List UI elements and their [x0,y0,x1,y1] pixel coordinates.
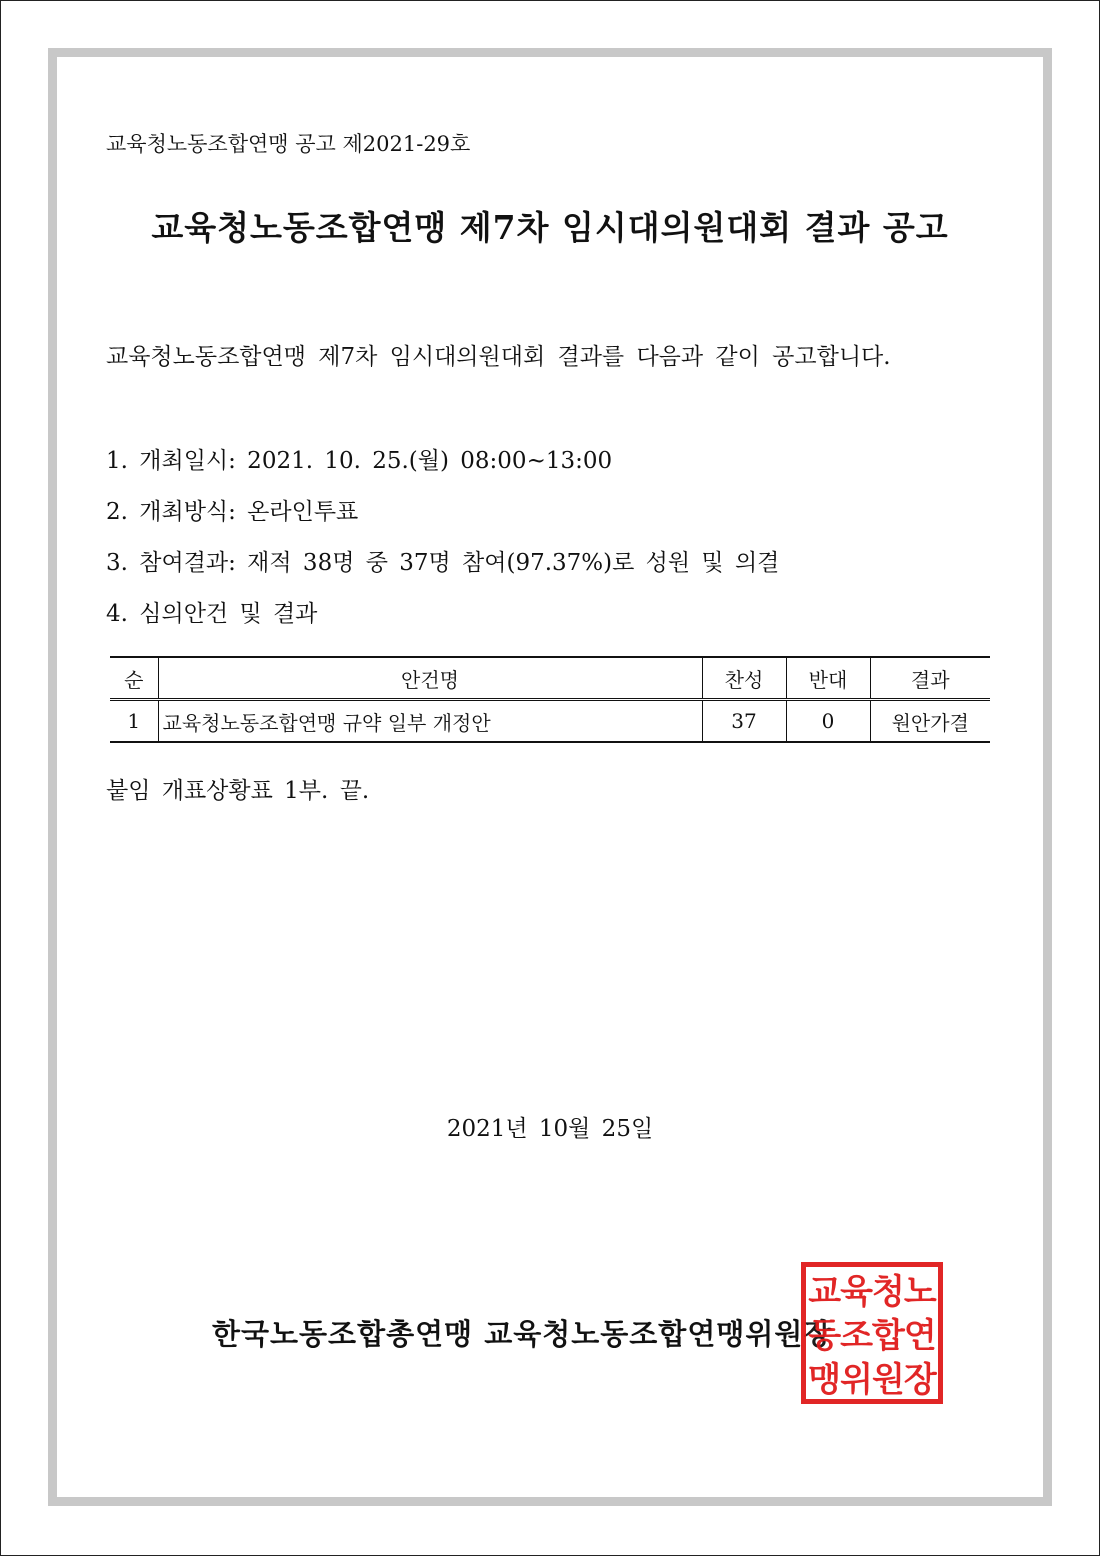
item-meeting-datetime: 1. 개최일시: 2021. 10. 25.(월) 08:00~13:00 [106,448,613,474]
issue-date: 2021년 10월 25일 [446,1116,654,1142]
header-result: 결과 [870,657,990,700]
official-seal-stamp [801,1262,943,1404]
seal-line-1: 교육청노 [808,1272,936,1312]
header-approve: 찬성 [702,657,786,700]
header-order: 순 [110,657,158,700]
header-agenda-name: 안건명 [158,657,702,700]
signature-line: 한국노동조합총연맹 교육청노동조합연맹위원장 [212,1317,833,1351]
item-participation-result: 3. 참여결과: 재적 38명 중 37명 참여(97.37%)로 성원 및 의결 [106,550,780,576]
cell-agenda-name: 교육청노동조합연맹 규약 일부 개정안 [158,700,702,743]
document-number: 교육청노동조합연맹 공고 제2021-29호 [106,132,471,156]
document-title: 교육청노동조합연맹 제7차 임시대의원대회 결과 공고 [151,208,949,247]
table-row [110,700,990,743]
cell-approve: 37 [702,700,786,743]
item-meeting-method: 2. 개최방식: 온라인투표 [106,499,359,525]
cell-oppose: 0 [786,700,870,743]
table-header-row [110,657,990,700]
seal-line-2: 동조합연 [808,1316,936,1356]
header-oppose: 반대 [786,657,870,700]
seal-line-3: 맹위원장 [808,1360,936,1400]
intro-paragraph: 교육청노동조합연맹 제7차 임시대의원대회 결과를 다음과 같이 공고합니다. [106,344,891,370]
cell-result: 원안가결 [870,700,990,743]
cell-order: 1 [127,709,141,733]
attachment-note: 붙임 개표상황표 1부. 끝. [106,778,370,804]
agenda-table [110,656,990,743]
item-agenda-heading: 4. 심의안건 및 결과 [106,601,318,627]
